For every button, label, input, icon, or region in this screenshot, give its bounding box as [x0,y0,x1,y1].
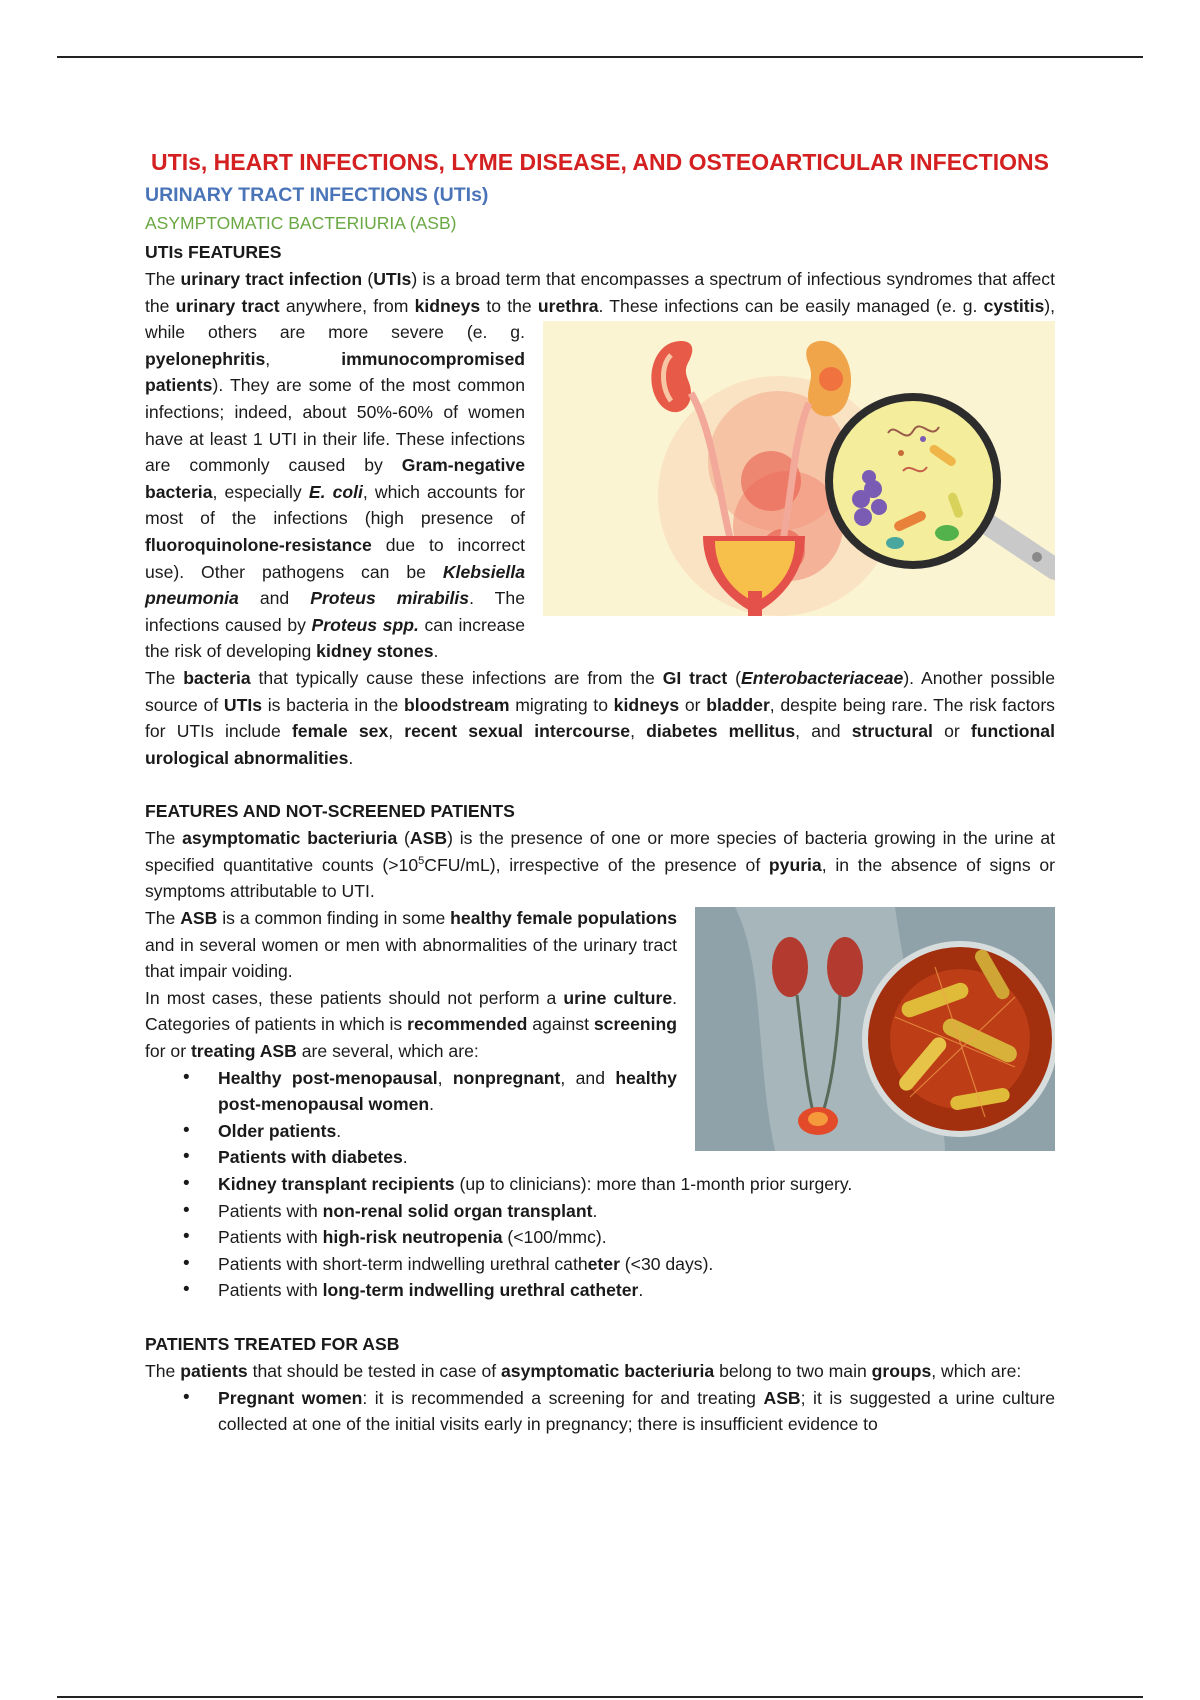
top-rule [57,56,1143,58]
list-item: • Patients with non-renal solid organ transplant. [218,1198,1055,1225]
not-screened-heading: FEATURES AND NOT-SCREENED PATIENTS [145,801,515,822]
paragraph-asb-culture: In most cases, these patients should not perform a urine culture. Categories of patients in which is recommended against screening for or treating ASB are several, which are: [145,987,677,1062]
flow-before-figure: . These infections can be easily managed (e. g. [598,295,984,316]
subsection-heading: ASYMPTOMATIC BACTERIURIA (ASB) [145,213,457,233]
paragraph-uti-sources: The bacteria that typically cause these infections are from the GI tract (Enterobacteriaceae). Another possible source of UTIs is bacteria in the bloodstream migrating to kidneys or bladder, despite being rare. The risk factors for UTIs include female sex, recent sexual intercourse, diabetes mellitus, and structural or functional urological abnormalities. [145,667,1055,768]
treated-list [145,1385,1055,1438]
list-item: • Patients with short-term indwelling urethral catheter (<30 days). [218,1251,1055,1278]
list-item: • Pregnant women: it is recommended a screening for and treating ASB; it is suggested a urine culture collected at one of the initial visits early in pregnancy; there is insufficient evidence to [218,1385,1055,1438]
kidney-infection-illustration [543,321,1055,616]
list-item: • Healthy post-menopausal, nonpregnant, and healthy post-menopausal women. [218,1065,1055,1118]
list-item: • Patients with high-risk neutropenia (<100/mmc). [218,1224,1055,1251]
not-screened-list [145,1065,1055,1304]
paragraph-uti-intro: The urinary tract infection (UTIs) is a broad term that encompasses a spectrum of infectious syndromes that affect the urinary tract anywhere, from kidneys to the urethra. These infections can be easily managed (e. g. cystitis), while others are more severe (e. g. pyelonephritis, immunocompromised patients). They are some of the most common infections; indeed, about 50%-60% of women have at least 1 UTI in their life. These infections are commonly caused by Gram-negative bacteria, especially E. coli, which accounts for most of the infections (high presence of fluoroquinolone-resistance due to incorrect use). Other pathogens can be Klebsiella pneumonia and Proteus mirabilis. The infections caused by Proteus spp. can increase the risk of developing kidney stones. [145,269,1055,662]
features-heading: UTIs FEATURES [145,242,282,262]
document-page [145,145,1055,1438]
list-item: • Kidney transplant recipients (up to clinicians): more than 1-month prior surgery. [218,1171,1055,1198]
section-heading: URINARY TRACT INFECTIONS (UTIs) [145,184,489,206]
treated-heading: PATIENTS TREATED FOR ASB [145,1333,400,1354]
bottom-rule [57,1696,1143,1698]
list-item: • Patients with diabetes. [218,1144,1055,1171]
paragraph-asb-definition: The asymptomatic bacteriuria (ASB) is the presence of one or more species of bacteria growing in the urine at specified quantitative counts $(>10^5CFU/mL)$, irrespective of the presence of pyuria, in the absence of signs or symptoms attributable to UTI. [145,828,1055,902]
page-title: UTIs, HEART INFECTIONS, LYME DISEASE, AND OSTEOARTICULAR INFECTIONS [151,149,1049,175]
list-item: • Patients with long-term indwelling urethral catheter. [218,1277,1055,1304]
list-item: • Older patients. [218,1118,1055,1145]
paragraph-asb-common: The ASB is a common finding in some healthy female populations and in several women or men with abnormalities of the urinary tract that impair voiding. [145,908,677,982]
paragraph-treated: The patients that should be tested in case of asymptomatic bacteriuria belong to two main groups, which are: [145,1360,1022,1381]
